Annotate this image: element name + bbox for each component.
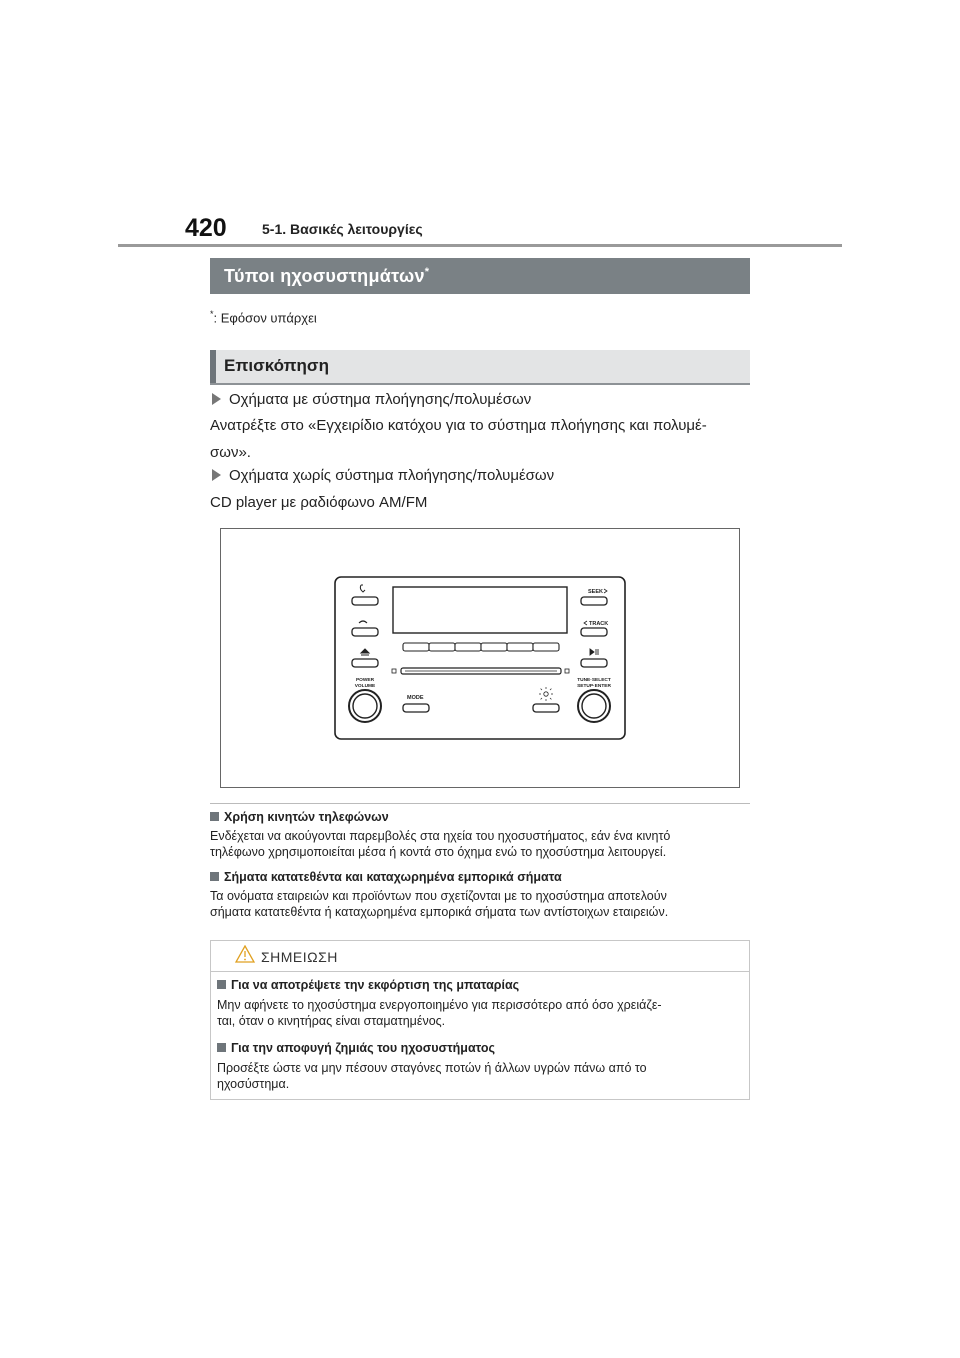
- note-line: σήματα κατατεθέντα ή καταχωρημένα εμπορικά σήματα των αντίστοιχων εταιρειών.: [210, 905, 669, 919]
- page-number: 420: [185, 214, 227, 242]
- note-line: τηλέφωνο χρησιμοποιείται μέσα ή κοντά στο όχημα ενώ το ηχοσύστημα λειτουργεί.: [210, 845, 667, 859]
- section-title: 5-1. Βασικές λειτουργίες: [262, 221, 423, 237]
- seek-label: SEEK: [588, 589, 603, 595]
- notice-header: [211, 941, 749, 972]
- list-item-no-navigation: [212, 467, 554, 484]
- note-heading-phones-text: Χρήση κινητών τηλεφώνων: [224, 810, 389, 824]
- paragraph-line: σων».: [210, 444, 251, 461]
- title-band: [210, 258, 750, 294]
- notice-line: Μην αφήνετε το ηχοσύστημα ενεργοποιημένο για περισσότερο από όσο χρειάζε-: [217, 998, 662, 1012]
- list-item-navigation-text: Οχήματα με σύστημα πλοήγησης/πολυμέσων: [229, 391, 532, 408]
- note-heading-phones: [210, 810, 389, 824]
- section-separator: [210, 803, 750, 804]
- footnote-marker: *: [210, 309, 214, 319]
- square-bullet-icon: [217, 980, 226, 989]
- note-text-phones: [210, 828, 750, 860]
- notice-heading-battery-text: Για να αποτρέψετε την εκφόρτιση της μπαταρίας: [231, 978, 520, 992]
- square-bullet-icon: [217, 1043, 226, 1052]
- notice-line: ται, όταν ο κινητήρας είναι σταματημένος.: [217, 1014, 446, 1028]
- list-item-navigation: [212, 391, 531, 408]
- square-bullet-icon: [210, 872, 219, 881]
- warning-triangle-icon: [235, 945, 255, 963]
- notice-text-battery: [217, 997, 742, 1029]
- note-heading-trademarks: [210, 870, 562, 884]
- note-line: Ενδέχεται να ακούγονται παρεμβολές στα ηχεία του ηχοσυστήματος, εάν ένα κινητό: [210, 829, 671, 843]
- tune-select-knob: [577, 677, 611, 722]
- arrow-bullet-icon: [212, 469, 221, 481]
- note-line: Τα ονόματα εταιρειών και προϊόντων που σχετίζονται με το ηχοσύστημα αποτελούν: [210, 889, 667, 903]
- track-button: [581, 621, 608, 636]
- overview-heading-band: [210, 350, 750, 385]
- footnote: [210, 309, 317, 325]
- mode-label: MODE: [407, 695, 424, 701]
- overview-heading: Επισκόπηση: [224, 356, 329, 375]
- preset-buttons: [403, 643, 559, 651]
- arrow-bullet-icon: [212, 393, 221, 405]
- header-divider: [118, 244, 842, 247]
- notice-label: ΣΗΜΕΙΩΣΗ: [261, 949, 338, 965]
- notice-box: [210, 940, 750, 1100]
- notice-line: ηχοσύστημα.: [217, 1077, 290, 1091]
- radio-unit-illustration: [221, 529, 739, 787]
- notice-text-damage: [217, 1060, 742, 1092]
- paragraph-line: Ανατρέξτε στο «Εγχειρίδιο κατόχου για το σύστημα πλοήγησης και πολυμέ-: [210, 417, 707, 434]
- notice-heading-damage: [217, 1041, 495, 1055]
- notice-line: Προσέξτε ώστε να μην πέσουν σταγόνες ποτών ή άλλων υγρών πάνω από το: [217, 1061, 647, 1075]
- note-heading-trademarks-text: Σήματα κατατεθέντα και καταχωρημένα εμπορικά σήματα: [224, 870, 562, 884]
- footnote-text: : Εφόσον υπάρχει: [213, 310, 317, 326]
- notice-heading-battery: [217, 978, 519, 992]
- paragraph-cd-player: CD player με ραδιόφωνο AM/FM: [210, 494, 428, 511]
- square-bullet-icon: [210, 812, 219, 821]
- radio-figure: [220, 528, 740, 788]
- list-item-no-navigation-text: Οχήματα χωρίς σύστημα πλοήγησης/πολυμέσων: [229, 467, 555, 484]
- paragraph-navigation: [210, 412, 750, 466]
- setup-enter-label: SETUP·ENTER: [577, 684, 611, 689]
- heading-accent-bar: [210, 350, 216, 383]
- page-title: [224, 266, 429, 287]
- volume-label: VOLUME: [354, 684, 376, 689]
- note-text-trademarks: [210, 888, 750, 920]
- notice-heading-damage-text: Για την αποφυγή ζημιάς του ηχοσυστήματος: [231, 1041, 495, 1055]
- title-marker: *: [424, 266, 430, 278]
- page-title-text: Τύποι ηχοσυστημάτων: [224, 266, 425, 286]
- power-label: POWER: [355, 678, 375, 683]
- track-label: TRACK: [589, 621, 609, 627]
- tune-select-label: TUNE·SELECT: [577, 678, 611, 683]
